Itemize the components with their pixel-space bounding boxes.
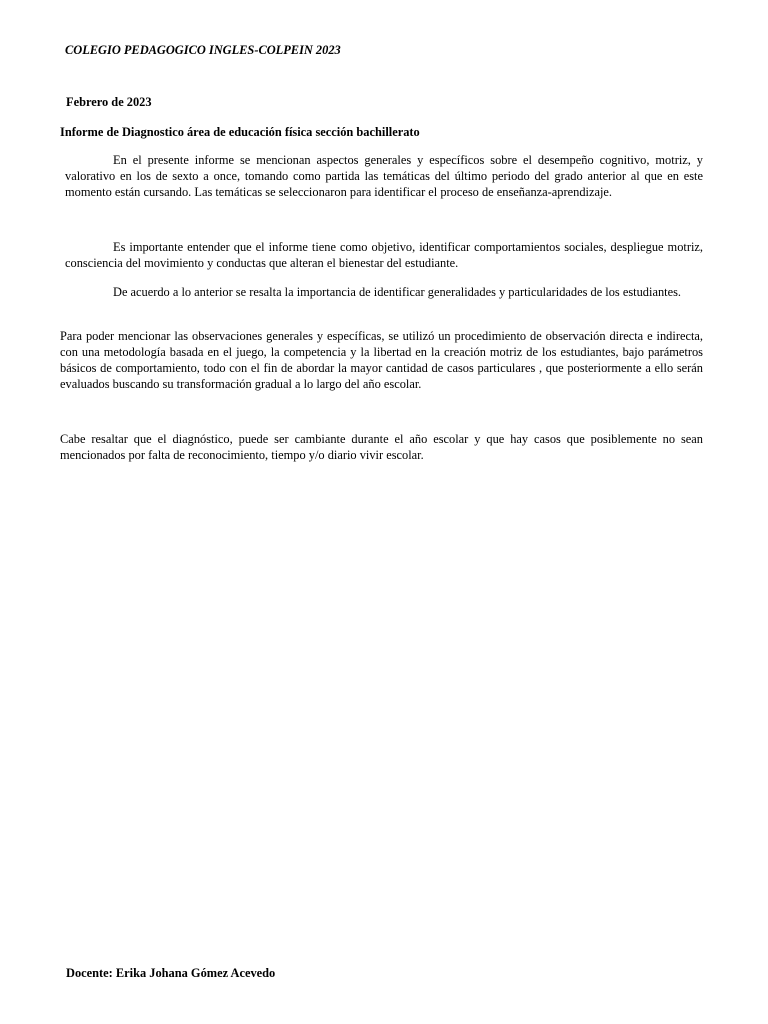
paragraph-methodology: Para poder mencionar las observaciones generales y específicas, se utilizó un procedimiento de observación directa e indirecta, con una metodología basada en el juego, la competencia y la libertad en la creación motriz de los estudiantes, bajo parámetros básicos de comportamiento, todo con el fin de abordar la mayor cantidad de casos particulares , que posteriormente a ello serán evaluados buscando su transformación gradual a lo largo del año escolar. — [60, 329, 703, 391]
paragraph-objective: Es importante entender que el informe tiene como objetivo, identificar comportamientos sociales, despliegue motriz, consciencia del movimiento y conductas que alteran el bienestar del estudiante. — [65, 240, 703, 270]
paragraph-importance: De acuerdo a lo anterior se resalta la importancia de identificar generalidades y particularidades de los estudiantes. — [113, 285, 682, 299]
paragraph-note: Cabe resaltar que el diagnóstico, puede ser cambiante durante el año escolar y que hay casos que posiblemente no sean mencionados por falta de reconocimiento, tiempo y/o diario vivir escolar. — [60, 432, 703, 462]
report-date: Febrero de 2023 — [66, 95, 152, 109]
paragraph-intro: En el presente informe se mencionan aspectos generales y específicos sobre el desempeño cognitivo, motriz, y valorativo en los de sexto a once, tomando como partida las temáticas del último periodo del grado anterior al que en este momento están cursando. Las temáticas se seleccionaron para identificar el proceso de enseñanza-aprendizaje. — [65, 153, 703, 199]
school-header: COLEGIO PEDAGOGICO INGLES-COLPEIN 2023 — [65, 43, 341, 57]
report-title: Informe de Diagnostico área de educación física sección bachillerato — [60, 125, 420, 139]
teacher-signature-line: Docente: Erika Johana Gómez Acevedo — [66, 966, 276, 980]
